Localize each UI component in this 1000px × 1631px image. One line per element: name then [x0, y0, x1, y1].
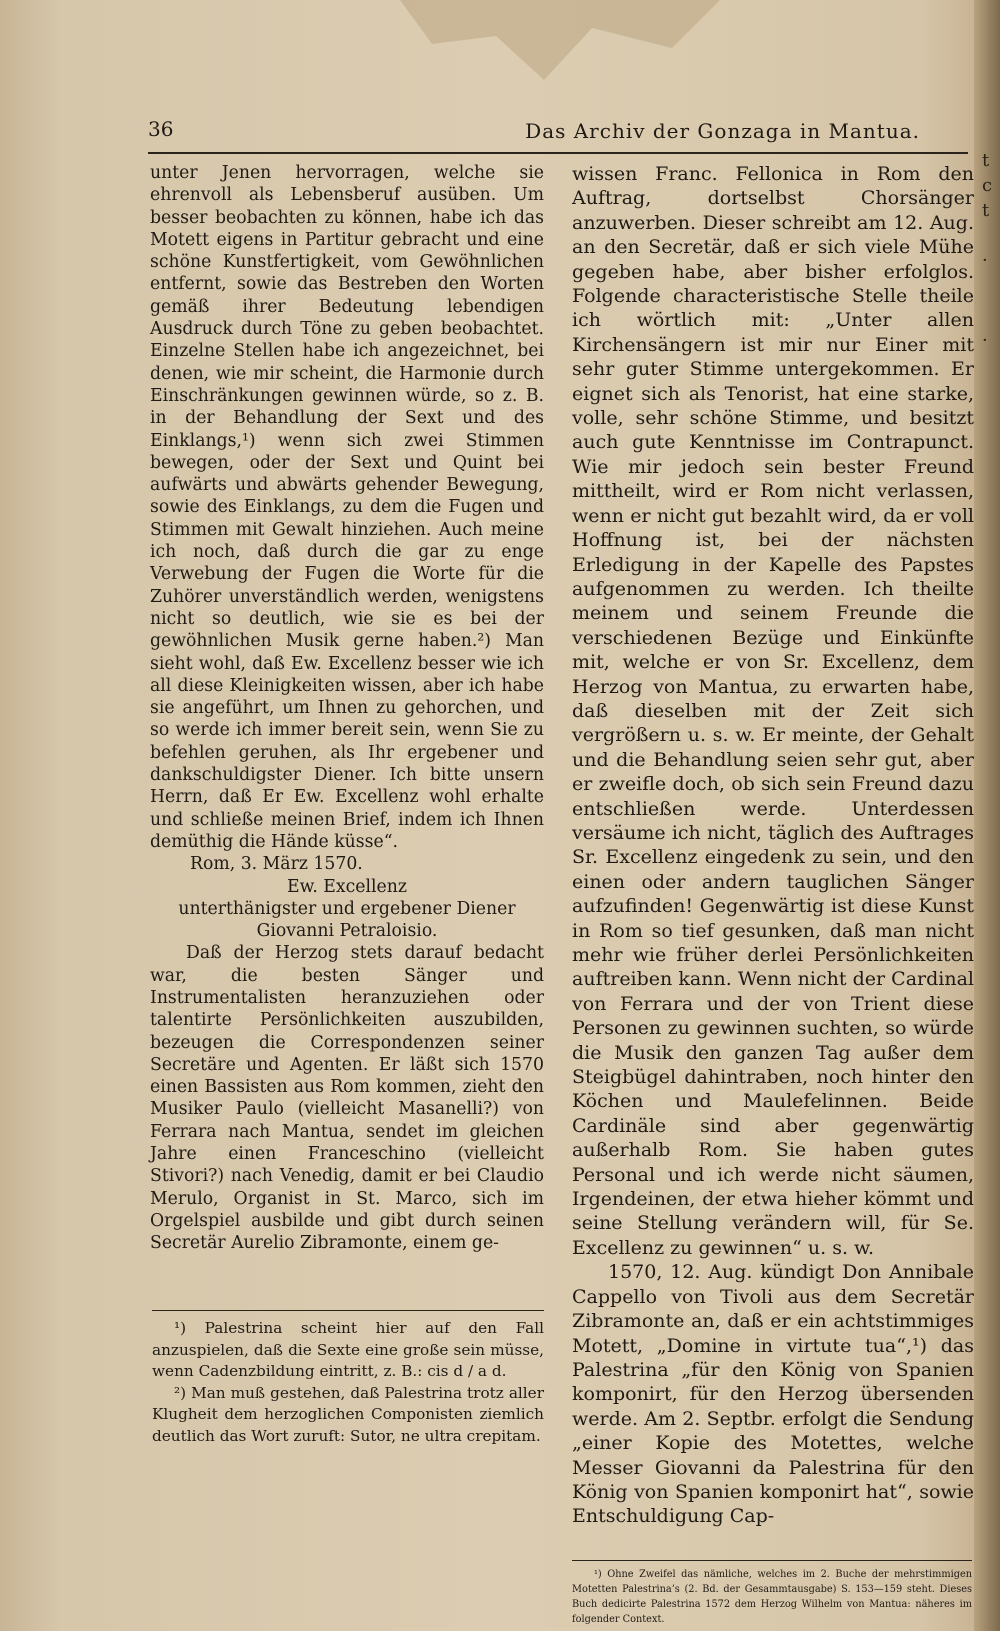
right-footnote-rule: [572, 1560, 972, 1561]
left-paragraph-1: unter Jenen hervorragen, welche sie ehrenvoll als Lebensberuf ausüben. Um besser beobachten zu können, habe ich das Motett eigens in Partitur gebracht und eine schöne Kunstfertigkeit, vom Gewöhnlichen entfernt, sowie das Bestreben den Worten gemäß ihrer Bedeutung lebendigen Ausdruck durch Töne zu geben beobachtet. Einzelne Stellen habe ich angezeichnet, bei denen, wie mir scheint, die Harmonie durch Einschränkungen gewinnen würde, so z. B. in der Behandlung der Sext und des Einklangs,¹) wenn sich zwei Stimmen bewegen, oder der Sext und Quint bei aufwärts und abwärts gehender Bewegung, sowie des Einklangs, zu dem die Fugen und Stimmen mit Gewalt hinziehen. Auch meine ich noch, daß durch die gar zu enge Verwebung der Fugen die Worte für die Zuhörer unverständlich werden, wenigstens nicht so deutlich, wie sie es bei der gewöhnlichen Musik gerne haben.²) Man sieht wohl, daß Ew. Excellenz besser wie ich all diese Kleinigkeiten wissen, aber ich habe sie angeführt, um Ihnen zu gehorchen, und so werde ich immer bereit sein, wenn Sie zu befehlen geruhen, als Ihr ergebener und dankschuldigster Diener. Ich bitte unsern Herrn, daß Er Ew. Excellenz wohl erhalte und schließe meinen Brief, indem ich Ihnen demüthig die Hände küsse“.: [150, 163, 544, 852]
closing-signature: Giovanni Petraloisio.: [256, 921, 438, 942]
closing-line-2: unterthänigster und ergebener Diener: [178, 898, 516, 919]
running-head: Das Archiv der Gonzaga in Mantua.: [525, 119, 920, 143]
footnote-right-1: ¹) Ohne Zweifel das nämliche, welches im 2. Buche der mehrstimmigen Motetten Palestrina’s (2. Bd. der Gesammtausgabe) S. 153—159 steht. Dieses Buch dedicirte Palestrina 1572 dem Herzog Wilhelm von Mantua: näheres im folgender Context.: [572, 1569, 972, 1625]
left-column: [150, 162, 544, 1255]
edge-glyph: t: [982, 200, 990, 221]
dateline: Rom, 3. März 1570.: [190, 854, 363, 875]
left-footnotes: [152, 1318, 544, 1447]
page-header: [148, 117, 968, 147]
edge-glyph: ·: [982, 330, 988, 351]
edge-glyph: ·: [982, 250, 988, 271]
footnote-2: ²) Man muß gestehen, daß Palestrina trotz aller Klugheit dem herzoglichen Componisten ziemlich deutlich das Wort zuruft: Sutor, ne ultra crepitam.: [152, 1383, 544, 1445]
right-paragraph-1: wissen Franc. Fellonica in Rom den Auftrag, dortselbst Chorsänger anzuwerben. Dieser schreibt am 12. Aug. an den Secretär, daß er sich viele Mühe gegeben habe, aber bisher erfolglos. Folgende characteristische Stelle theile ich wörtlich mit: „Unter allen Kirchensängern ist mir nur Einer mit sehr guter Stimme untergekommen. Er eignet sich als Tenorist, hat eine starke, volle, sehr schöne Stimme, und besitzt auch gute Kenntnisse im Contrapunct. Wie mir jedoch sein bester Freund mittheilt, wird er Rom nicht verlassen, wenn er nicht gut bezahlt wird, da er voll Hoffnung ist, bei der nächsten Erledigung in der Kapelle des Papstes aufgenommen zu werden. Ich theilte meinem und seinem Freunde die verschiedenen Bezüge und Einkünfte mit, welche er von Sr. Excellenz, dem Herzog von Mantua, zu erwarten habe, daß dieselben mit der Zeit sich vergrößern u. s. w. Er meinte, der Gehalt und die Behandlung seien sehr gut, aber er zweifle doch, ob sich sein Freund dazu entschließen werde. Unterdessen versäume ich nicht, täglich des Auftrages Sr. Excellenz eingedenk zu sein, und den einen oder andern tauglichen Sänger aufzufinden! Gegenwärtig ist diese Kunst in Rom so tief gesunken, daß man nicht mehr wie früher derlei Persönlichkeiten auftreiben kann. Wenn nicht der Cardinal von Ferrara und der von Trient diese Personen zu gewinnen suchten, so würde die Musik den ganzen Tag außer dem Steigbügel dahintraben, noch hinter den Köchen und Maulefelinnen. Beide Cardinäle sind aber gegenwärtig außerhalb Rom. Sie haben gutes Personal und ich werde nicht säumen, Irgendeinen, der etwa hieher kömmt und seine Stellung verändern will, für Se. Excellenz zu gewinnen“ u. s. w.: [572, 163, 974, 1259]
left-paragraph-2: Daß der Herzog stets darauf bedacht war, die besten Sänger und Instrumentalisten heranzuziehen oder talentirte Persönlichkeiten auszubilden, bezeugen die Correspondenzen seiner Secretäre und Agenten. Er läßt sich 1570 einen Bassisten aus Rom kommen, zieht den Musiker Paulo (vielleicht Masanelli?) von Ferrara nach Mantua, sendet im gleichen Jahre einen Franceschino (vielleicht Stivori?) nach Venedig, damit er bei Claudio Merulo, Organist in St. Marco, sich im Orgelspiel ausbilde und gibt durch seinen Secretär Aurelio Zibramonte, einem ge-: [150, 943, 544, 1254]
torn-paper-edge: [400, 0, 720, 80]
left-footnote-rule: [152, 1310, 544, 1311]
footnote-1: ¹) Palestrina scheint hier auf den Fall anzuspielen, daß die Sexte eine große sein müsse, wenn Cadenzbildung eintritt, z. B.: cis d / a d.: [152, 1319, 544, 1380]
closing-line-1: Ew. Excellenz: [287, 876, 407, 897]
right-column: [572, 162, 974, 1529]
right-footnotes: [572, 1568, 972, 1628]
header-rule: [148, 152, 968, 154]
page-number: 36: [148, 117, 174, 141]
edge-glyph: t: [982, 150, 990, 171]
adjacent-page-edge: [974, 0, 1000, 1631]
right-paragraph-2: 1570, 12. Aug. kündigt Don Annibale Cappello von Tivoli aus dem Secretär Zibramonte an, daß er ein achtstimmiges Motett, „Domine in virtute tua“,¹) das Palestrina „für den König von Spanien komponirt, für den Herzog übersenden werde. Am 2. Septbr. erfolgt die Sendung „einer Kopie des Motettes, welche Messer Giovanni da Palestrina für den König von Spanien komponirt hat“, sowie Entschuldigung Cap-: [572, 1261, 974, 1528]
edge-glyph: c: [982, 175, 993, 196]
